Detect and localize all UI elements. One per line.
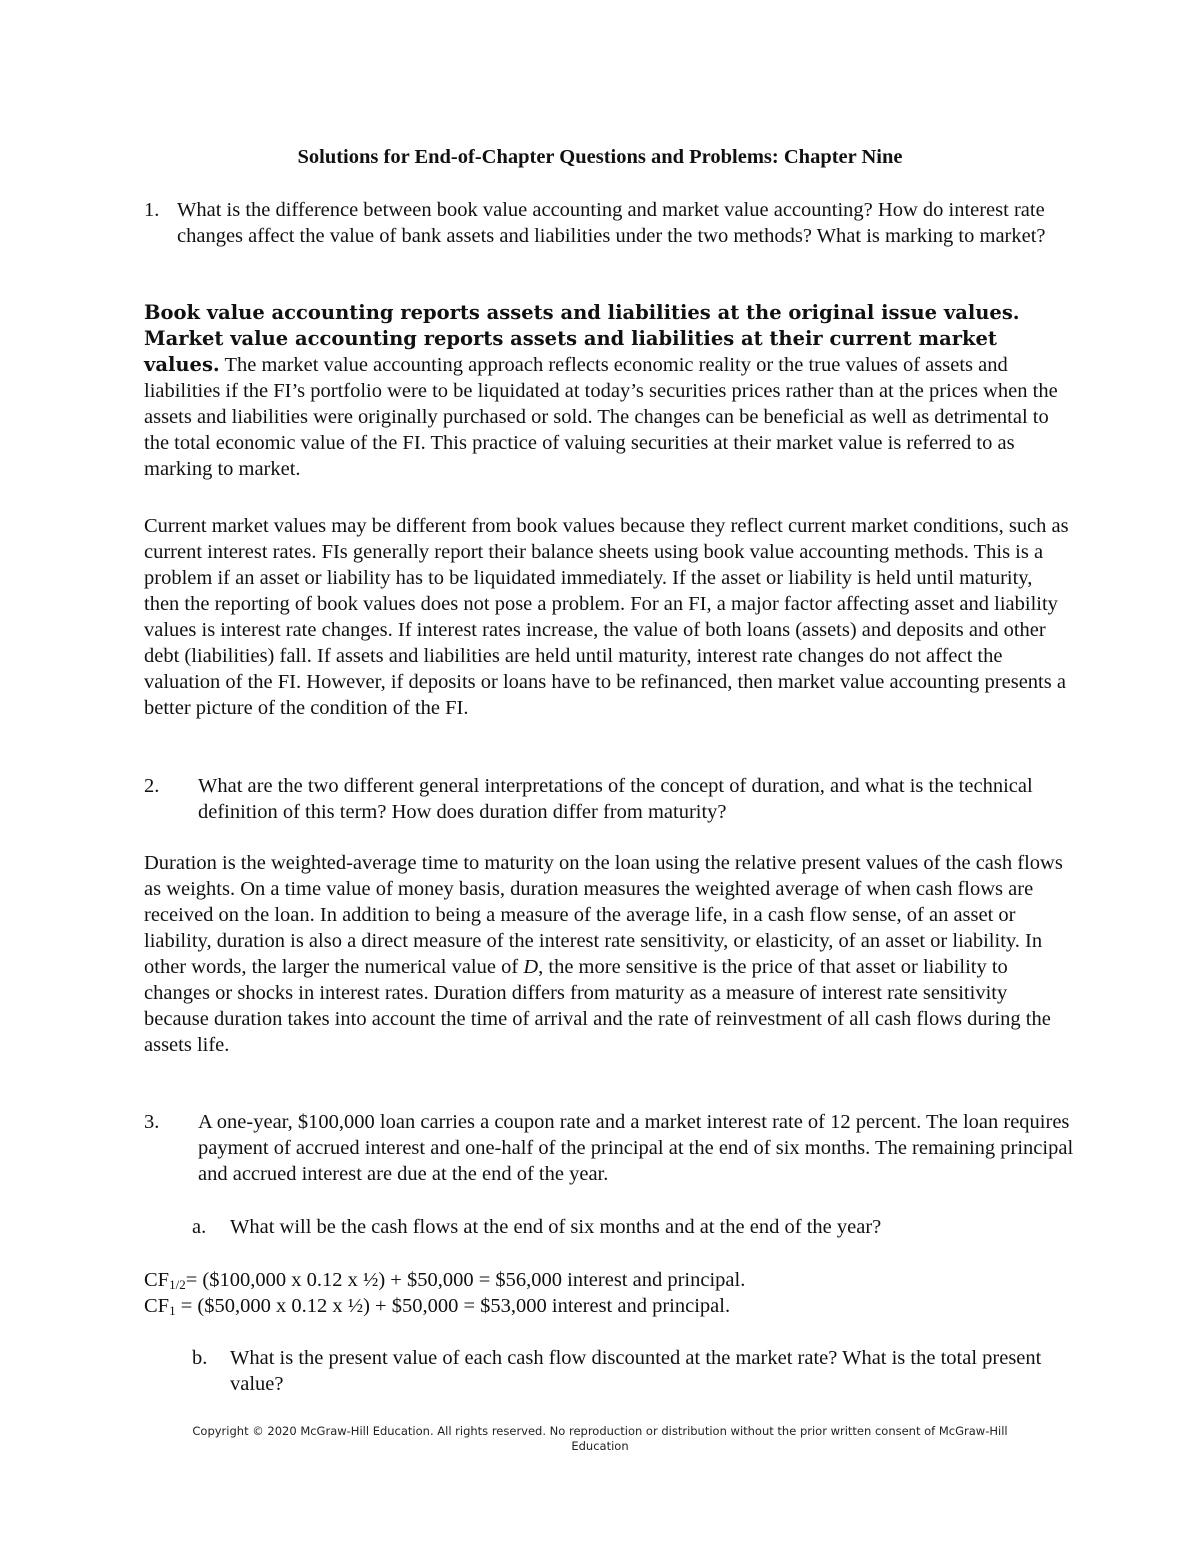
subquestion-letter: a. [192,1216,207,1238]
footer-line-2: Education [571,1439,629,1453]
cash-flow-line-1 [144,1267,1069,1293]
subquestion-letter: b. [192,1347,208,1369]
cf-formula: = ($100,000 x 0.12 x ½) + $50,000 = $56,000 interest and principal. [185,1269,746,1291]
answer-2-part2: , the more sensitive is the price of that asset or liability to changes or shocks in interest rates. Duration differs from maturity as a measure of interest rate sensitivity because duration takes into account the time of arrival and the rate of reinvestment of all cash flows during the assets life. [144,956,1051,1056]
question-text: What is the difference between book value accounting and market value accounting? How do interest rate changes affect the value of bank assets and liabilities under the two methods? What is marking to market? [177,199,1046,247]
cf-label: CF [144,1269,170,1291]
answer-2-part1: Duration is the weighted-average time to maturity on the loan using the relative present values of the cash flows as weights. On a time value of money basis, duration measures the weighted average of when cash flows are received on the loan. In addition to being a measure of the average life, in a cash flow sense, of an asset or liability, duration is also a direct measure of the interest rate sensitivity, or elasticity, of an asset or liability. In other words, the larger the numerical value of [144,852,1063,978]
question-text: What are the two different general interpretations of the concept of duration, and what is the technical definition of this term? How does duration differ from maturity? [198,775,1033,823]
answer-1-lead: Book value accounting reports assets and liabilities at the original issue values. Market value accounting reports assets and liabilities at their current market values. [144,301,1020,376]
question-3a [192,1214,1072,1240]
cash-flow-line-2 [144,1293,1069,1319]
page-title: Solutions for End-of-Chapter Questions and Problems: Chapter Nine [297,146,903,168]
question-1 [144,197,1074,249]
cf-label: CF [144,1295,170,1317]
question-text: A one-year, $100,000 loan carries a coupon rate and a market interest rate of 12 percent. The loan requires payment of accrued interest and one-half of the principal at the end of six months. The remaining principal and accrued interest are due at the end of the year. [198,1111,1074,1185]
cf-formula: = ($50,000 x 0.12 x ½) + $50,000 = $53,000 interest and principal. [175,1295,731,1317]
duration-symbol: D [523,956,539,978]
answer-1-rest: The market value accounting approach reflects economic reality or the true values of assets and liabilities if the FI’s portfolio were to be liquidated at today’s securities prices rather than at the prices when the assets and liabilities were originally purchased or sold. The changes can be beneficial as well as detrimental to the total economic value of the FI. This practice of valuing securities at their market value is referred to as marking to market. [144,354,1058,480]
question-2 [144,773,1074,825]
subquestion-text: What will be the cash flows at the end of six months and at the end of the year? [230,1216,882,1238]
question-3 [144,1109,1074,1187]
subquestion-text: What is the present value of each cash flow discounted at the market rate? What is the total present value? [230,1347,1042,1395]
question-number: 2. [144,775,160,797]
answer-2-paragraph [144,850,1069,1058]
footer-line-1: Copyright © 2020 McGraw-Hill Education. All rights reserved. No reproduction or distribution without the prior written consent of McGraw-Hill [192,1424,1008,1438]
question-number: 3. [144,1111,160,1133]
question-3b [192,1345,1072,1397]
cf-subscript: 1 [169,1303,176,1318]
copyright-footer [130,1424,1070,1454]
answer-1-paragraph-2: Current market values may be different from book values because they reflect current market conditions, such as current interest rates. FIs generally report their balance sheets using book value accounting methods. This is a problem if an asset or liability has to be liquidated immediately. If the asset or liability is held until maturity, then the reporting of book values does not pose a problem. For an FI, a major factor affecting asset and liability values is interest rate changes. If interest rates increase, the value of both loans (assets) and deposits and other debt (liabilities) fall. If assets and liabilities are held until maturity, interest rate changes do not affect the valuation of the FI. However, if deposits or loans have to be refinanced, then market value accounting presents a better picture of the condition of the FI. [144,515,1069,719]
answer-1-paragraph [144,300,1069,482]
cf-subscript: 1/2 [169,1277,186,1292]
question-number: 1. [144,199,160,221]
